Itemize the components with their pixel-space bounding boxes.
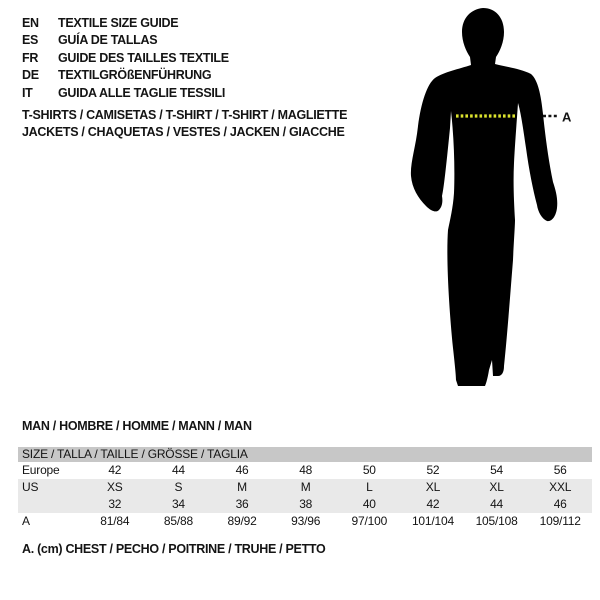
size-cell: 50 — [362, 463, 376, 477]
category-line-tshirts: T-SHIRTS / CAMISETAS / T-SHIRT / T-SHIRT / MAGLIETTE — [22, 108, 348, 122]
size-cell: 38 — [299, 497, 313, 511]
measure-label-a: A — [562, 109, 572, 125]
size-cell: M — [300, 480, 311, 494]
size-cell: 34 — [171, 497, 185, 511]
size-cell: 32 — [108, 497, 122, 511]
row-label: A — [22, 514, 30, 528]
language-label: TEXTILGRÖßENFÜHRUNG — [58, 68, 212, 83]
size-cell: 52 — [426, 463, 440, 477]
size-cell: S — [174, 480, 183, 494]
language-list — [22, 15, 229, 102]
language-row — [22, 67, 229, 84]
size-cell: 42 — [108, 463, 122, 477]
language-row — [22, 50, 229, 67]
language-code: DE — [22, 68, 39, 83]
language-label: GUÍA DE TALLAS — [58, 33, 158, 48]
size-cell: 56 — [553, 463, 567, 477]
size-cell: 93/96 — [291, 514, 321, 528]
size-cell: 42 — [426, 497, 440, 511]
language-code: EN — [22, 16, 39, 30]
size-cell: 44 — [490, 497, 504, 511]
size-cell: 101/104 — [411, 514, 454, 528]
size-cell: 40 — [362, 497, 376, 511]
size-cell: XXL — [549, 480, 572, 494]
size-cell: 46 — [235, 463, 249, 477]
table-row — [18, 479, 592, 496]
language-label: GUIDE DES TAILLES TEXTILE — [58, 50, 229, 65]
size-cell: 81/84 — [100, 514, 130, 528]
size-table — [18, 447, 592, 530]
size-cell: 54 — [490, 463, 504, 477]
size-cell: 109/112 — [539, 514, 581, 528]
size-cell: XL — [489, 480, 504, 494]
section-title-man: MAN / HOMBRE / HOMME / MANN / MAN — [22, 419, 252, 433]
table-row — [18, 496, 592, 513]
language-label: GUIDA ALLE TAGLIE TESSILI — [58, 85, 226, 100]
man-silhouette-path — [411, 8, 557, 386]
row-label: US — [22, 480, 39, 494]
size-cell: 48 — [299, 463, 313, 477]
size-table-header: SIZE / TALLA / TAILLE / GRÖSSE / TAGLIA — [18, 447, 592, 462]
category-lines — [22, 107, 347, 142]
size-cell: L — [366, 480, 373, 494]
size-cell: 105/108 — [475, 514, 518, 528]
footnote-chest: A. (cm) CHEST / PECHO / POITRINE / TRUHE / PETTO — [22, 542, 326, 556]
size-cell: XL — [425, 480, 441, 494]
row-label — [18, 496, 83, 513]
man-silhouette-figure — [400, 8, 585, 390]
language-code: IT — [22, 85, 33, 100]
size-cell: XS — [107, 480, 123, 494]
language-code: ES — [22, 33, 39, 48]
table-row — [18, 513, 592, 530]
table-row — [18, 462, 592, 479]
size-table-rows — [18, 462, 592, 530]
size-cell: 97/100 — [351, 514, 388, 528]
size-cell: 44 — [171, 463, 185, 477]
language-row — [22, 15, 229, 32]
language-code: FR — [22, 50, 39, 65]
size-cell: 85/88 — [163, 514, 193, 528]
man-silhouette-svg — [400, 8, 585, 390]
size-cell: 46 — [553, 497, 567, 511]
size-cell: 89/92 — [227, 514, 257, 528]
language-row — [22, 85, 229, 102]
row-label: Europe — [22, 463, 60, 477]
category-line-jackets: JACKETS / CHAQUETAS / VESTES / JACKEN / GIACCHE — [22, 125, 345, 140]
language-row — [22, 32, 229, 49]
size-cell: 36 — [235, 497, 249, 511]
language-label: TEXTILE SIZE GUIDE — [58, 16, 179, 30]
size-cell: M — [237, 480, 247, 494]
